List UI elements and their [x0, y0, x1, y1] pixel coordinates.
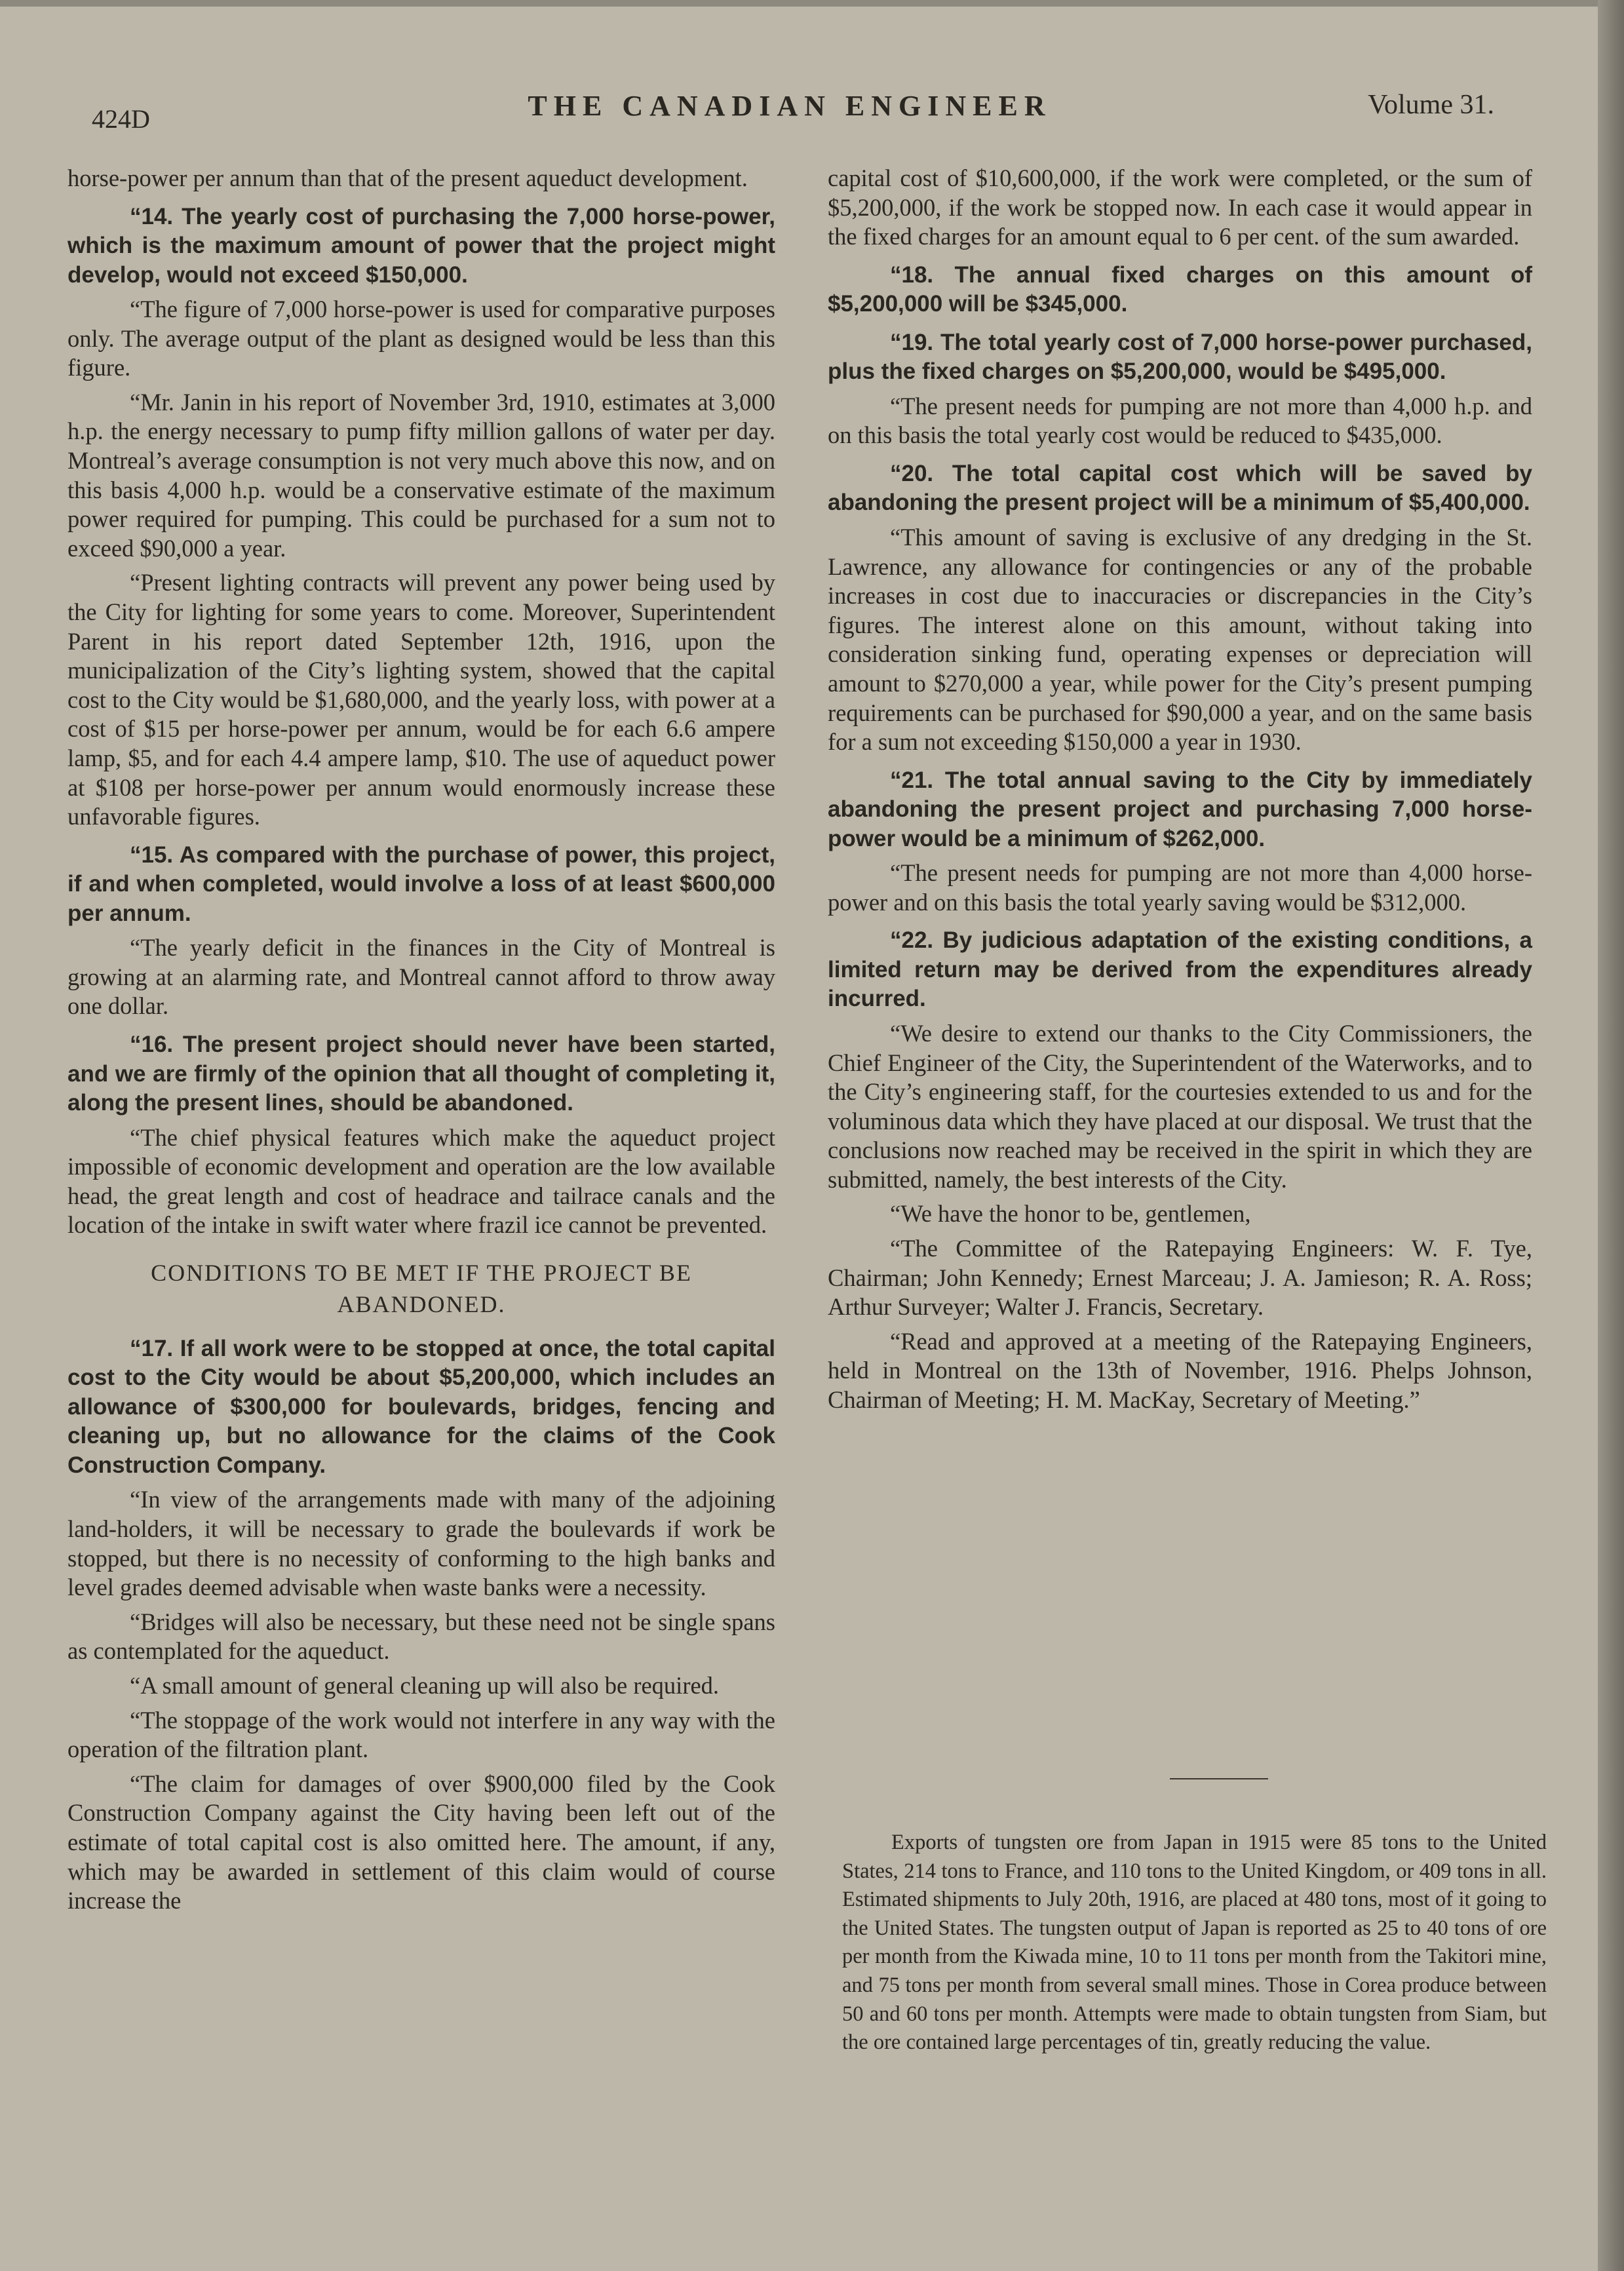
approval-note: “Read and approved at a meeting of the Ratepaying Engineers, held in Montreal on the 13th of November, 1916. Phelps Johnson, Chairman of Meeting; H. M. MacKay, Secretary of Meeting.”	[828, 1327, 1532, 1414]
paragraph: “This amount of saving is exclusive of any dredging in the St. Lawrence, any allowance for contingencies or any of the probable increases in cost due to inaccuracies or discrepancies in the City’s figures. The interest alone on this amount, without taking into consideration sinking fund, operating expenses or depreciation will amount to $270,000 a year, while power for the City’s present pumping requirements can be purchased for $90,000 a year, and on the same basis for a sum not exceeding $150,000 a year in 1930.	[828, 523, 1532, 756]
paragraph: “The yearly deficit in the finances in the City of Montreal is growing at an alarming rate, and Montreal cannot afford to throw away one dollar.	[68, 934, 775, 1020]
finding-17: “17. If all work were to be stopped at once, the total capital cost to the City would be about $5,200,000, which includes an allowance of $300,000 for boulevards, bridges, fencing and cleaning up, but no allowance for the claims of the Cook Construction Company.	[68, 1335, 775, 1478]
paragraph: “The chief physical features which make the aqueduct project impossible of economic development and operation are the low available head, the great length and cost of headrace and tailrace canals and the location of the intake in swift water where frazil ice cannot be prevented.	[68, 1123, 775, 1239]
paragraph: “The figure of 7,000 horse-power is used for comparative purposes only. The average output of the plant as designed would be less than this figure.	[68, 296, 775, 381]
paragraph: “Bridges will also be necessary, but these need not be single spans as contemplated for the aqueduct.	[68, 1608, 775, 1665]
paragraph: “Mr. Janin in his report of November 3rd, 1910, estimates at 3,000 h.p. the energy necessary to pump fifty million gallons of water per day. Montreal’s average consumption is not very much above this now, and on this basis 4,000 h.p. would be a conservative estimate of the maximum power required for pumping. This could be purchased for a sum not to exceed $90,000 a year.	[68, 388, 775, 562]
finding-20: “20. The total capital cost which will be saved by abandoning the present project will be a minimum of $5,400,000.	[828, 460, 1532, 516]
right-column	[828, 164, 1532, 1415]
finding-22: “22. By judicious adaptation of the existing conditions, a limited return may be derived from the expenditures already incurred.	[828, 927, 1532, 1012]
paragraph: capital cost of $10,600,000, if the work were completed, or the sum of $5,200,000, if the work be stopped now. In each case it would appear in the fixed charges for an amount equal to 6 per cent. of the sum awarded.	[828, 165, 1532, 250]
running-header	[85, 84, 1494, 134]
paragraph: “The present needs for pumping are not more than 4,000 h.p. and on this basis the total yearly cost would be reduced to $435,000.	[828, 392, 1532, 449]
paragraph: “The present needs for pumping are not more than 4,000 horse-power and on this basis the total yearly saving would be $312,000.	[828, 859, 1532, 916]
finding-19: “19. The total yearly cost of 7,000 horse-power purchased, plus the fixed charges on $5,200,000, would be $495,000.	[828, 329, 1532, 385]
paragraph: “Present lighting contracts will prevent any power being used by the City for lighting for some years to come. Moreover, Superintendent Parent in his report dated September 12th, 1916, upon the municipalization of the City’s lighting system, showed that the capital cost to the City would be $1,680,000, and the yearly loss, with power at a cost of $15 per horse-power per annum, would be for each 6.6 ampere lamp, $5, and for each 4.4 ampere lamp, $10. The use of aqueduct power at $108 per horse-power per annum would enormously increase these unfavorable figures.	[68, 569, 775, 830]
finding-16: “16. The present project should never have been started, and we are firmly of the opinion that all thought of completing it, along the present lines, should be abandoned.	[68, 1032, 775, 1116]
committee-signatures: “The Committee of the Ratepaying Engineers: W. F. Tye, Chairman; John Kennedy; Ernest Marceau; J. A. Jamieson; R. A. Ross; Arthur Surveyer; Walter J. Francis, Secretary.	[828, 1235, 1532, 1321]
section-divider	[1170, 1778, 1268, 1779]
paragraph: horse-power per annum than that of the present aqueduct development.	[68, 165, 748, 191]
finding-21: “21. The total annual saving to the City by immediately abandoning the present project and purchasing 7,000 horse-power would be a minimum of $262,000.	[828, 767, 1532, 851]
paragraph: “In view of the arrangements made with many of the adjoining land-holders, it will be necessary to grade the boulevards if work be stopped, but there is no necessity of conforming to the high banks and level grades deemed advisable when waste banks were a necessity.	[68, 1486, 775, 1601]
finding-14: “14. The yearly cost of purchasing the 7,000 horse-power, which is the maximum amount of power that the project might develop, would not exceed $150,000.	[68, 203, 775, 288]
page-number: 424D	[92, 104, 150, 134]
volume-label: Volume 31.	[1368, 90, 1494, 120]
note-text: Exports of tungsten ore from Japan in 1915 were 85 tons to the United States, 214 tons to France, and 110 tons to the United Kingdom, or 409 tons in all. Estimated shipments to July 20th, 1916, are placed at 480 tons, most of it going to the United States. The tungsten output of Japan is reported as 25 to 40 tons of ore per month from the Kiwada mine, 10 to 11 tons per month from the Takitori mine, and 75 tons per month from several small mines. Those in Corea produce between 50 and 60 tons per month. Attempts were made to obtain tungsten from Siam, but the ore contained large percentages of tin, greatly reducing the value.	[842, 1831, 1547, 2055]
journal-title: THE CANADIAN ENGINEER	[528, 90, 1052, 122]
tungsten-note	[842, 1829, 1547, 2057]
left-column	[68, 164, 775, 1916]
page-top-edge	[0, 0, 1624, 7]
paragraph: “The claim for damages of over $900,000 filed by the Cook Construction Company against the City having been left out of the estimate of total capital cost is also omitted here. The amount, if any, which may be awarded in settlement of this claim would of course increase the	[68, 1770, 775, 1914]
page-binding-edge	[1598, 0, 1624, 2271]
paragraph: “A small amount of general cleaning up will also be required.	[130, 1672, 720, 1699]
paragraph: “We have the honor to be, gentlemen,	[890, 1200, 1251, 1228]
paragraph: “We desire to extend our thanks to the City Commissioners, the Chief Engineer of the City, the Superintendent of the Waterworks, and to the City’s engineering staff, for the courtesies extended to us and for the voluminous data which they have placed at our disposal. We trust that the conclusions now reached may be received in the spirit in which they are submitted, namely, the best interests of the City.	[828, 1019, 1532, 1193]
finding-18: “18. The annual fixed charges on this amount of $5,200,000 will be $345,000.	[828, 262, 1532, 317]
finding-15: “15. As compared with the purchase of power, this project, if and when completed, would involve a loss of at least $600,000 per annum.	[68, 842, 775, 926]
section-heading: CONDITIONS TO BE MET IF THE PROJECT BE ABANDONED.	[151, 1259, 692, 1317]
paragraph: “The stoppage of the work would not interfere in any way with the operation of the filtration plant.	[68, 1706, 775, 1763]
